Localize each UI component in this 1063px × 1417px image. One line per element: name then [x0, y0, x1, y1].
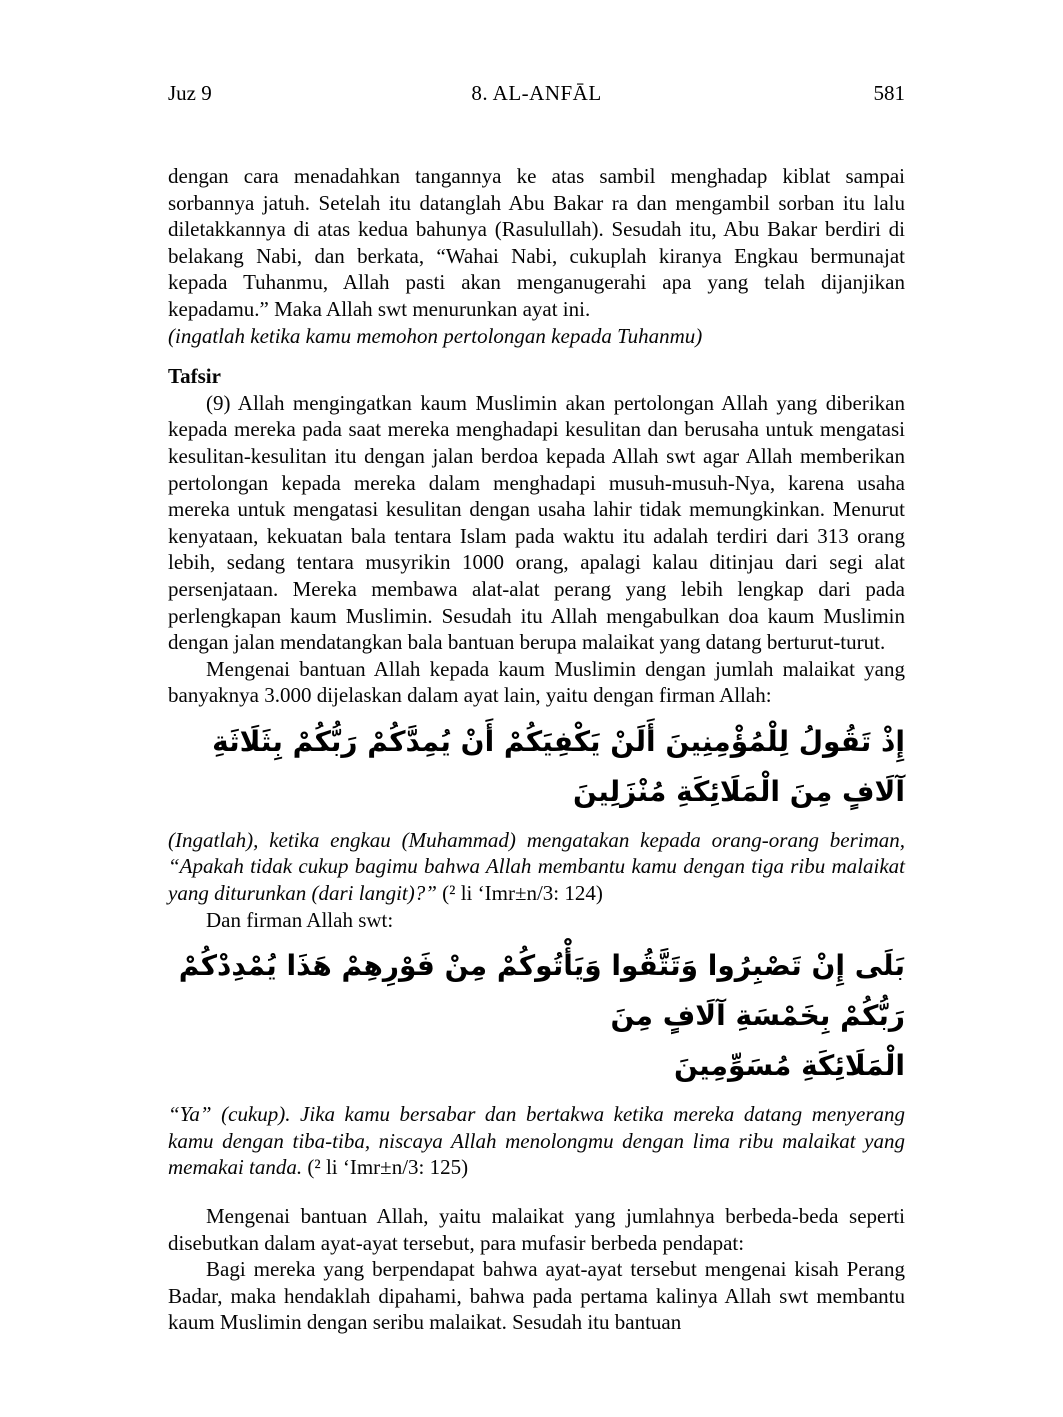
arabic-verse-2-line1: بَلَى إِنْ تَصْبِرُوا وَتَتَّقُوا وَيَأْتُوكُمْ مِنْ فَوْرِهِمْ هَذَا يُمْدِدْكُمْ رَبُّكُمْ بِخَمْسَةِ آلَافٍ مِنَ — [178, 949, 905, 1033]
paragraph-dan-firman: Dan firman Allah swt: — [206, 907, 394, 932]
verse-translation-2-text: “Ya” (cukup). Jika kamu bersabar dan bertakwa ketika mereka datang menyerang kamu dengan tiba-tiba, niscaya Allah menolongmu dengan lima ribu malaikat yang memakai tanda. — [168, 1102, 905, 1180]
verse-translation-2 — [168, 1101, 905, 1181]
intro-italic-note: (ingatlah ketika kamu memohon pertolongan kepada Tuhanmu) — [168, 323, 703, 348]
surah-title: 8. AL-ANFĀL — [471, 81, 602, 105]
arabic-verse-1-line: إِذْ تَقُولُ لِلْمُؤْمِنِينَ أَلَنْ يَكْفِيَكُمْ أَنْ يُمِدَّكُمْ رَبُّكُمْ بِثَلَاثَةِ آلَافٍ مِنَ الْمَلَائِكَةِ مُنْزَلِينَ — [212, 724, 905, 808]
page-number: 581 — [873, 81, 905, 105]
arabic-verse-1 — [168, 717, 905, 817]
verse-reference-1: (² li ‘Imr±n/3: 124) — [442, 881, 603, 906]
tafsir-paragraph: (9) Allah mengingatkan kaum Muslimin akan pertolongan Allah yang diberikan kepada mereka pada saat mereka menghadapi kesulitan dan berusaha untuk mengatasi kesulitan-kesulitan itu dengan jalan berdoa kepada Allah swt agar Allah memberikan pertolongan kepada mereka dalam menghadapi musuh-musuh-Nya, karena usaha mereka untuk mengatasi kesulitan dengan usaha lahir tidak memungkinkan. Menurut kenyataan, kekuatan bala tentara Islam pada waktu itu adalah terdiri dari 313 orang lebih, sedang tentara musyrikin 1000 orang, apalagi kalau ditinjau dari segi alat persenjataan. Mereka membawa alat-alat perang yang lebih lengkap dari pada perlengkapan kaum Muslimin. Sesudah itu Allah mengabulkan doa kaum Muslimin dengan jalan mendatangkan bala bantuan berupa malaikat yang datang berturut-turut. — [168, 390, 905, 655]
arabic-verse-2-line2: الْمَلَائِكَةِ مُسَوِّمِينَ — [673, 1049, 905, 1083]
juz-label: Juz 9 — [168, 81, 212, 105]
arabic-verse-2 — [168, 941, 905, 1091]
page-body — [168, 163, 905, 1336]
verse-translation-1 — [168, 827, 905, 907]
page-header — [168, 80, 905, 107]
paragraph-intro: dengan cara menadahkan tangannya ke atas sambil menghadap kiblat sampai sorbannya jatuh. Setelah itu datanglah Abu Bakar ra dan mengambil sorban itu lalu diletakkannya di atas kedua bahunya (Rasulullah). Sesudah itu, Abu Bakar berdiri di belakang Nabi, dan berkata, “Wahai Nabi, cukuplah kiranya Engkau bermunajat kepada Tuhanmu, Allah pasti akan menganugerahi apa yang telah dijanjikan kepadamu.” Maka Allah swt menurunkan ayat ini. — [168, 164, 905, 321]
verse-reference-2: (² li ‘Imr±n/3: 125) — [307, 1155, 469, 1180]
verse-translation-1-text: (Ingatlah), ketika engkau (Muhammad) mengatakan kepada orang-orang beriman, “Apakah tidak cukup bagimu bahwa Allah membantu kamu dengan tiga ribu malaikat yang diturunkan (dari langit)?” — [168, 827, 905, 906]
paragraph-bantuan-3000: Mengenai bantuan Allah kepada kaum Muslimin dengan jumlah malaikat yang banyaknya 3.000 dijelaskan dalam ayat lain, yaitu dengan firman Allah: — [168, 656, 905, 708]
paragraph-perang-badar: Bagi mereka yang berpendapat bahwa ayat-ayat tersebut mengenai kisah Perang Badar, maka hendaklah dipahami, bahwa pada pertama kalinya Allah swt membantu kaum Muslimin dengan seribu malaikat. Sesudah itu bantuan — [168, 1257, 905, 1335]
tafsir-heading: Tafsir — [168, 364, 221, 389]
paragraph-mufasir: Mengenai bantuan Allah, yaitu malaikat yang jumlahnya berbeda-beda seperti disebutkan dalam ayat-ayat tersebut, para mufasir berbeda pendapat: — [168, 1204, 905, 1255]
